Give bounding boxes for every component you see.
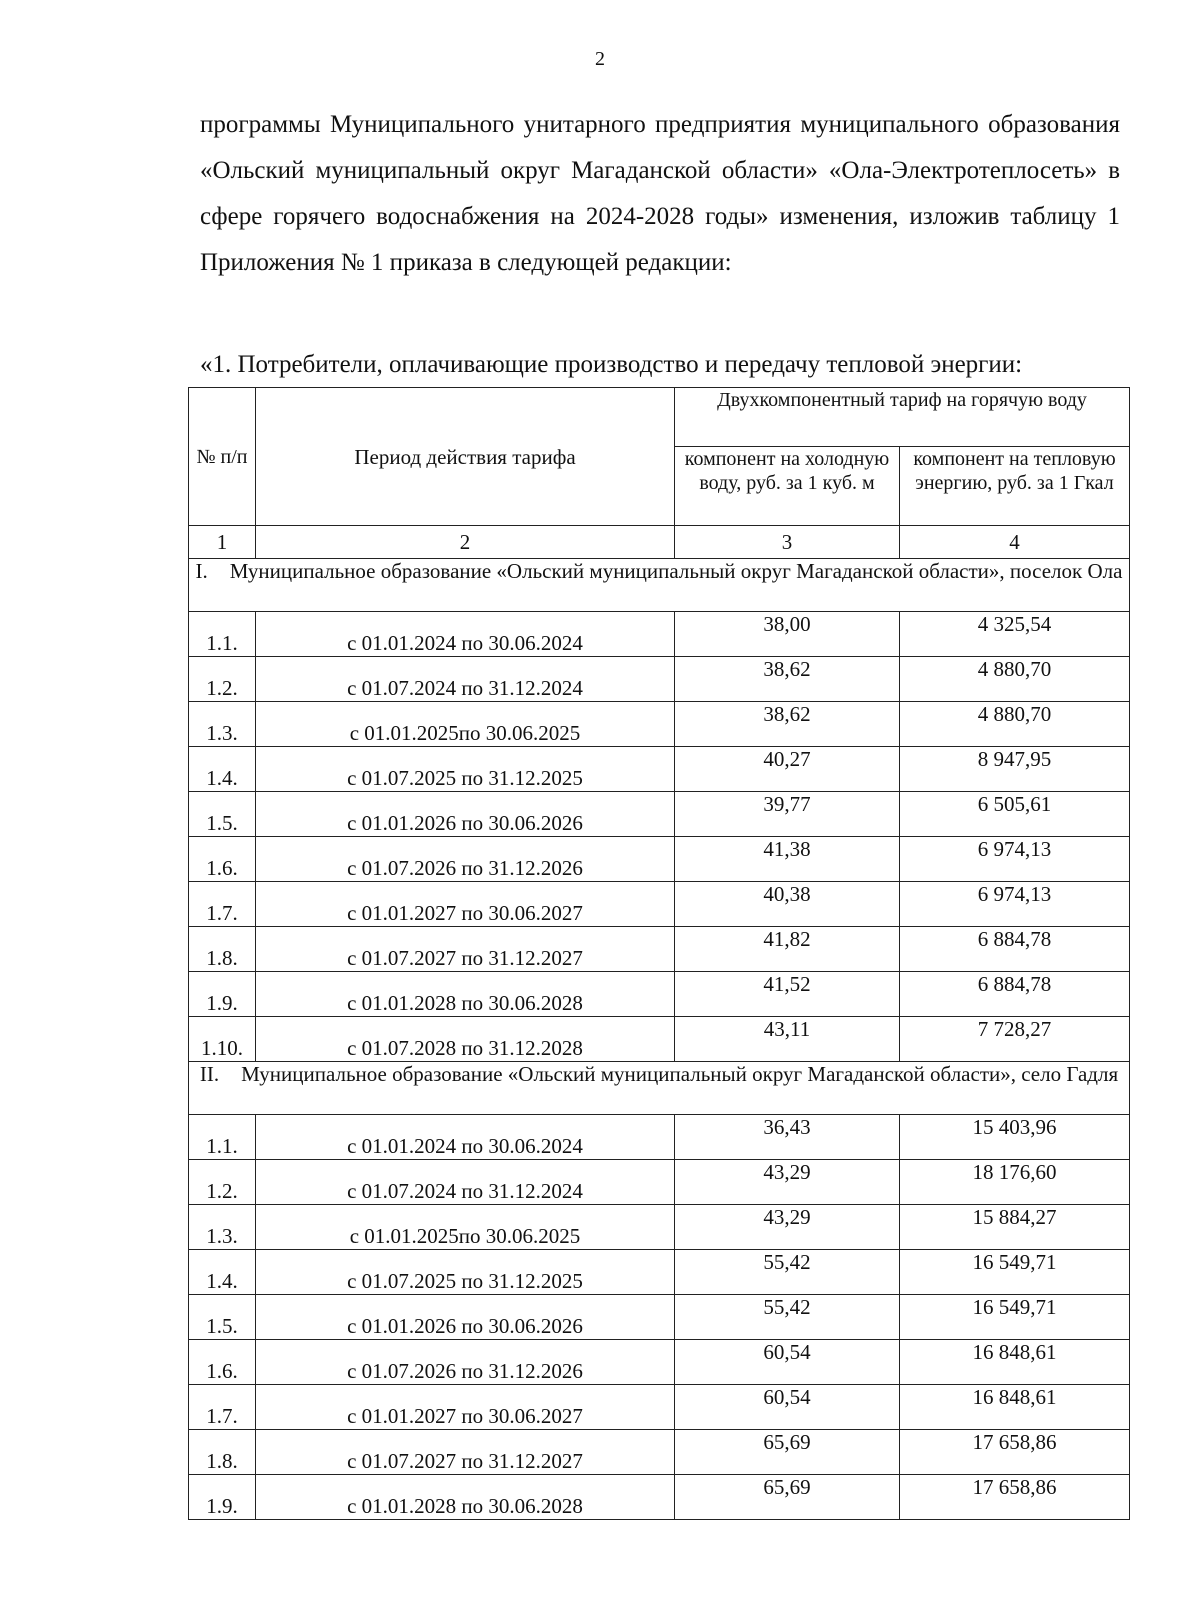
row-period: с 01.07.2028 по 31.12.2028 <box>256 1017 675 1062</box>
row-cold-water-rate: 55,42 <box>675 1295 900 1340</box>
row-cold-water-rate: 55,42 <box>675 1250 900 1295</box>
table-row <box>189 1385 1130 1430</box>
row-heat-energy-rate: 17 658,86 <box>900 1430 1130 1475</box>
column-index: 4 <box>900 526 1130 559</box>
row-number: 1.7. <box>189 1385 256 1430</box>
table-row <box>189 927 1130 972</box>
row-cold-water-rate: 43,29 <box>675 1205 900 1250</box>
section-number: II. <box>199 1062 220 1086</box>
table-row <box>189 1017 1130 1062</box>
row-period: с 01.01.2028 по 30.06.2028 <box>256 972 675 1017</box>
table-row <box>189 612 1130 657</box>
row-heat-energy-rate: 15 403,96 <box>900 1115 1130 1160</box>
row-period: с 01.07.2027 по 31.12.2027 <box>256 1430 675 1475</box>
table-row <box>189 1115 1130 1160</box>
row-cold-water-rate: 41,52 <box>675 972 900 1017</box>
row-period: с 01.01.2025по 30.06.2025 <box>256 702 675 747</box>
row-period: с 01.01.2027 по 30.06.2027 <box>256 1385 675 1430</box>
row-period: с 01.01.2027 по 30.06.2027 <box>256 882 675 927</box>
row-number: 1.1. <box>189 612 256 657</box>
row-number: 1.6. <box>189 837 256 882</box>
row-heat-energy-rate: 16 549,71 <box>900 1295 1130 1340</box>
header-period: Период действия тарифа <box>256 388 675 526</box>
table-row <box>189 837 1130 882</box>
table-row <box>189 1250 1130 1295</box>
row-cold-water-rate: 43,29 <box>675 1160 900 1205</box>
row-heat-energy-rate: 6 974,13 <box>900 882 1130 927</box>
row-heat-energy-rate: 17 658,86 <box>900 1475 1130 1520</box>
section-header-row <box>189 1062 1130 1115</box>
row-heat-energy-rate: 6 884,78 <box>900 972 1130 1017</box>
table-row <box>189 882 1130 927</box>
table-row <box>189 1205 1130 1250</box>
row-heat-energy-rate: 15 884,27 <box>900 1205 1130 1250</box>
row-number: 1.3. <box>189 702 256 747</box>
row-period: с 01.07.2024 по 31.12.2024 <box>256 1160 675 1205</box>
row-period: с 01.07.2024 по 31.12.2024 <box>256 657 675 702</box>
row-cold-water-rate: 38,62 <box>675 702 900 747</box>
row-cold-water-rate: 41,82 <box>675 927 900 972</box>
table-row <box>189 1295 1130 1340</box>
section-number: I. <box>195 559 208 583</box>
row-cold-water-rate: 36,43 <box>675 1115 900 1160</box>
table-row <box>189 1160 1130 1205</box>
row-heat-energy-rate: 4 880,70 <box>900 657 1130 702</box>
row-heat-energy-rate: 6 884,78 <box>900 927 1130 972</box>
column-index: 3 <box>675 526 900 559</box>
section-header <box>189 1062 1130 1115</box>
table-row <box>189 657 1130 702</box>
row-period: с 01.01.2025по 30.06.2025 <box>256 1205 675 1250</box>
row-heat-energy-rate: 18 176,60 <box>900 1160 1130 1205</box>
header-cold-water: компонент на холодную воду, руб. за 1 куб. м <box>675 447 900 526</box>
row-period: с 01.01.2026 по 30.06.2026 <box>256 1295 675 1340</box>
intro-lead: «1. Потребители, оплачивающие производство и передачу тепловой энергии: <box>200 351 1023 378</box>
row-number: 1.8. <box>189 1430 256 1475</box>
table-row <box>189 702 1130 747</box>
table-row <box>189 792 1130 837</box>
row-number: 1.5. <box>189 792 256 837</box>
row-number: 1.8. <box>189 927 256 972</box>
row-cold-water-rate: 60,54 <box>675 1340 900 1385</box>
tariff-table <box>188 387 1130 1520</box>
intro-paragraph: программы Муниципального унитарного предприятия муниципального образования «Ольский муниципальный округ Магаданской области» «Ола-Электротеплосеть» в сфере горячего водоснабжения на 2024-2028 годы» изменения, изложив таблицу 1 Приложения № 1 приказа в следующей редакции: <box>200 111 1120 276</box>
row-number: 1.3. <box>189 1205 256 1250</box>
row-heat-energy-rate: 4 325,54 <box>900 612 1130 657</box>
row-period: с 01.07.2026 по 31.12.2026 <box>256 1340 675 1385</box>
page-number: 2 <box>595 48 605 70</box>
header-heat-energy: компонент на тепловую энергию, руб. за 1 Гкал <box>900 447 1130 526</box>
row-heat-energy-rate: 16 848,61 <box>900 1340 1130 1385</box>
row-period: с 01.01.2024 по 30.06.2024 <box>256 1115 675 1160</box>
row-heat-energy-rate: 7 728,27 <box>900 1017 1130 1062</box>
section-title: Муниципальное образование «Ольский муниципальный округ Магаданской области», поселок Ола <box>229 559 1123 583</box>
row-cold-water-rate: 40,38 <box>675 882 900 927</box>
column-index: 2 <box>256 526 675 559</box>
row-number: 1.9. <box>189 972 256 1017</box>
row-cold-water-rate: 40,27 <box>675 747 900 792</box>
row-cold-water-rate: 38,00 <box>675 612 900 657</box>
row-period: с 01.07.2027 по 31.12.2027 <box>256 927 675 972</box>
row-number: 1.2. <box>189 1160 256 1205</box>
row-period: с 01.01.2024 по 30.06.2024 <box>256 612 675 657</box>
section-title: Муниципальное образование «Ольский муниципальный округ Магаданской области», село Гадля <box>241 1062 1119 1086</box>
table-row <box>189 1340 1130 1385</box>
row-period: с 01.01.2028 по 30.06.2028 <box>256 1475 675 1520</box>
table-row <box>189 1430 1130 1475</box>
row-heat-energy-rate: 8 947,95 <box>900 747 1130 792</box>
row-heat-energy-rate: 16 549,71 <box>900 1250 1130 1295</box>
row-period: с 01.01.2026 по 30.06.2026 <box>256 792 675 837</box>
row-heat-energy-rate: 4 880,70 <box>900 702 1130 747</box>
section-header <box>189 559 1130 612</box>
row-number: 1.7. <box>189 882 256 927</box>
row-period: с 01.07.2025 по 31.12.2025 <box>256 1250 675 1295</box>
row-number: 1.2. <box>189 657 256 702</box>
row-cold-water-rate: 43,11 <box>675 1017 900 1062</box>
row-number: 1.6. <box>189 1340 256 1385</box>
section-header-row <box>189 559 1130 612</box>
row-cold-water-rate: 65,69 <box>675 1475 900 1520</box>
row-cold-water-rate: 60,54 <box>675 1385 900 1430</box>
row-number: 1.9. <box>189 1475 256 1520</box>
table-row <box>189 747 1130 792</box>
header-number: № п/п <box>189 388 256 526</box>
header-tariff-group: Двухкомпонентный тариф на горячую воду <box>675 388 1130 447</box>
column-index: 1 <box>189 526 256 559</box>
row-period: с 01.07.2026 по 31.12.2026 <box>256 837 675 882</box>
row-cold-water-rate: 65,69 <box>675 1430 900 1475</box>
row-number: 1.5. <box>189 1295 256 1340</box>
row-number: 1.4. <box>189 747 256 792</box>
row-cold-water-rate: 39,77 <box>675 792 900 837</box>
row-period: с 01.07.2025 по 31.12.2025 <box>256 747 675 792</box>
row-number: 1.10. <box>189 1017 256 1062</box>
column-index-row <box>189 526 1130 559</box>
row-cold-water-rate: 41,38 <box>675 837 900 882</box>
table-row <box>189 972 1130 1017</box>
row-number: 1.1. <box>189 1115 256 1160</box>
row-number: 1.4. <box>189 1250 256 1295</box>
row-cold-water-rate: 38,62 <box>675 657 900 702</box>
row-heat-energy-rate: 6 505,61 <box>900 792 1130 837</box>
table-row <box>189 1475 1130 1520</box>
row-heat-energy-rate: 16 848,61 <box>900 1385 1130 1430</box>
row-heat-energy-rate: 6 974,13 <box>900 837 1130 882</box>
